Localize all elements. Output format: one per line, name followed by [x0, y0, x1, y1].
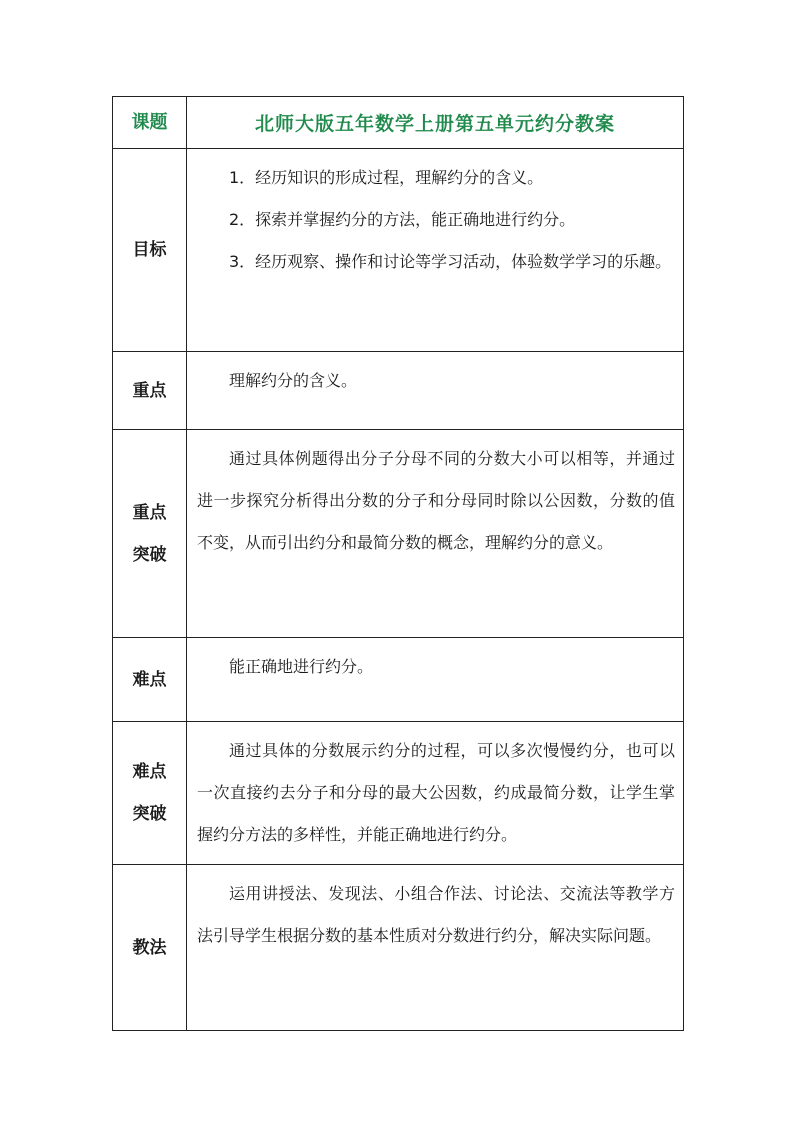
row-content-key-breakthrough — [187, 430, 684, 638]
row-label-line: 教法 — [132, 937, 167, 958]
row-label-line: 重点 — [132, 380, 167, 401]
row-label-line: 突破 — [132, 544, 167, 565]
row-content-goals — [187, 149, 684, 352]
row-label-difficulty-breakthrough — [113, 722, 187, 865]
row-content-key-point — [187, 352, 684, 430]
row-label-difficulty — [113, 638, 187, 722]
lesson-title: 北师大版五年数学上册第五单元约分教案 — [187, 97, 684, 149]
row-label-line: 目标 — [132, 240, 167, 260]
table-row-difficulty-breakthrough — [113, 722, 684, 865]
table-row-goals — [113, 149, 684, 352]
lesson-plan-table — [112, 96, 684, 1031]
content-paragraph: 通过具体例题得出分子分母不同的分数大小可以相等，并通过进一步探究分析得出分数的分子和分母同时除以公因数，分数的值不变，从而引出约分和最简分数的概念，理解约分的意义。 — [197, 449, 675, 552]
row-label-key-point — [113, 352, 187, 430]
table-row-teaching-method — [113, 865, 684, 1031]
row-content-difficulty — [187, 638, 684, 722]
row-content-difficulty-breakthrough — [187, 722, 684, 865]
content-paragraph: 能正确地进行约分。 — [229, 657, 374, 676]
row-label-key-breakthrough — [113, 430, 187, 638]
row-label-teaching-method — [113, 865, 187, 1031]
table-row-difficulty — [113, 638, 684, 722]
content-paragraph: 运用讲授法、发现法、小组合作法、讨论法、交流法等教学方法引导学生根据分数的基本性质对分数进行约分，解决实际问题。 — [197, 884, 675, 945]
row-content-teaching-method — [187, 865, 684, 1031]
table-row-key-point — [113, 352, 684, 430]
title-label: 课题 — [113, 97, 187, 149]
content-paragraph: 理解约分的含义。 — [229, 371, 358, 390]
row-label-goals — [113, 149, 187, 352]
table-row-key-breakthrough — [113, 430, 684, 638]
row-label-line: 重点 — [132, 502, 167, 523]
row-label-line: 难点 — [132, 669, 167, 690]
goal-item: 1．经历知识的形成过程，理解约分的含义。 — [229, 168, 544, 187]
goal-item: 3．经历观察、操作和讨论等学习活动，体验数学学习的乐趣。 — [229, 252, 672, 271]
title-row — [113, 97, 684, 149]
content-paragraph: 通过具体的分数展示约分的过程，可以多次慢慢约分，也可以一次直接约去分子和分母的最大公因数，约成最简分数，让学生掌握约分方法的多样性，并能正确地进行约分。 — [197, 741, 675, 844]
row-label-line: 难点 — [132, 762, 167, 782]
goal-item: 2．探索并掌握约分的方法，能正确地进行约分。 — [229, 210, 576, 229]
row-label-line: 突破 — [132, 804, 167, 824]
